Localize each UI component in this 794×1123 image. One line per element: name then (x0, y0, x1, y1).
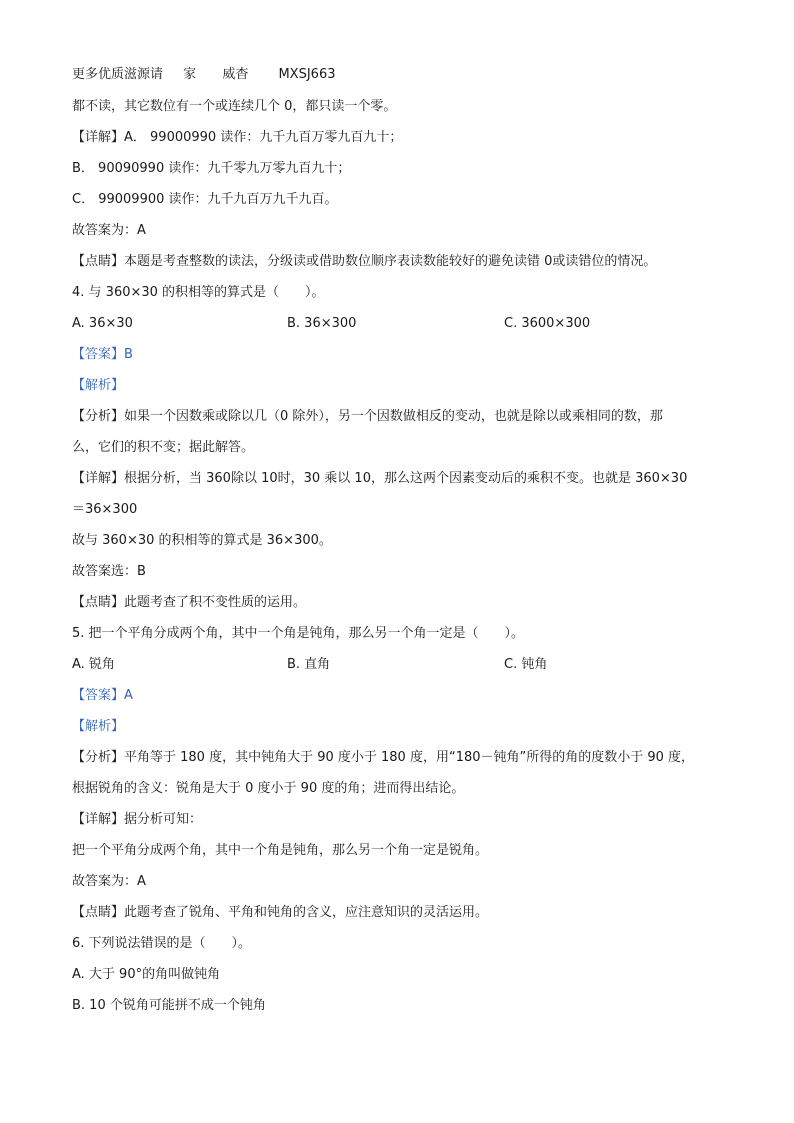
answer-tag: 【答案】A (72, 688, 133, 703)
analysis-tag: 【解析】 (72, 719, 125, 734)
option-a: A. 36×30 (72, 316, 133, 331)
detail-line: ＝36×300 (72, 502, 138, 517)
paragraph-line: 都不读，其它数位有一个或连续几个 0，都只读一个零。 (72, 99, 397, 114)
detail-line: 【详解】根据分析，当 360除以 10时，30 乘以 10，那么这两个因素变动后的乘积不变。也就是 360×30 (72, 471, 688, 486)
option-c: C. 钝角 (504, 657, 548, 672)
answer-line: 故答案选：B (72, 564, 146, 579)
detail-line: C． 99009900 读作：九千九百万九千九百。 (72, 192, 338, 207)
detail-line: 【详解】A． 99000990 读作：九千九百万零九百九十； (72, 130, 403, 145)
option-a: A. 大于 90°的角叫做钝角 (72, 967, 221, 982)
detail-line: 把一个平角分成两个角，其中一个角是钝角，那么另一个角一定是锐角。 (72, 843, 489, 858)
question-4-options (72, 315, 740, 333)
note-line: 【点睛】本题是考查整数的读法，分级读或借助数位顺序表读数能较好的避免读错 0或读错位的情况。 (72, 254, 657, 269)
detail-line: B． 90090990 读作：九千零九万零九百九十； (72, 161, 351, 176)
header-text-3: 威杳 (222, 67, 249, 82)
header-text-2: 家 (183, 67, 197, 82)
answer-tag: 【答案】B (72, 347, 133, 362)
header-text-1: 更多优质滋源请 (72, 67, 164, 82)
question-5: 5. 把一个平角分成两个角，其中一个角是钝角，那么另一个角一定是（ ）。 (72, 626, 525, 641)
question-4: 4. 与 360×30 的积相等的算式是（ ）。 (72, 285, 325, 300)
analysis-tag: 【解析】 (72, 378, 125, 393)
analysis-line: 根据锐角的含义：锐角是大于 0 度小于 90 度的角；进而得出结论。 (72, 781, 465, 796)
note-line: 【点睛】此题考查了积不变性质的运用。 (72, 595, 307, 610)
answer-line: 故答案为：A (72, 874, 146, 889)
option-b: B. 36×300 (287, 316, 357, 331)
option-a: A. 锐角 (72, 657, 115, 672)
analysis-line: 么，它们的积不变；据此解答。 (72, 440, 255, 455)
note-line: 【点睛】此题考查了锐角、平角和钝角的含义，应注意知识的灵活运用。 (72, 905, 489, 920)
question-5-options (72, 656, 740, 674)
detail-line: 故与 360×30 的积相等的算式是 36×300。 (72, 533, 332, 548)
watermark-header (72, 66, 336, 84)
answer-line: 故答案为：A (72, 223, 146, 238)
analysis-line: 【分析】平角等于 180 度，其中钝角大于 90 度小于 180 度，用“180－钝角”所得的角的度数小于 90 度， (72, 750, 695, 765)
analysis-line: 【分析】如果一个因数乘或除以几（0 除外），另一个因数做相反的变动，也就是除以或乘相同的数，那 (72, 409, 663, 424)
header-text-4: MXSJ663 (278, 67, 336, 82)
detail-line: 【详解】据分析可知： (72, 812, 203, 827)
option-b: B. 直角 (287, 657, 331, 672)
question-6: 6. 下列说法错误的是（ ）。 (72, 936, 252, 951)
option-b: B. 10 个锐角可能拼不成一个钝角 (72, 998, 266, 1013)
option-c: C. 3600×300 (504, 316, 591, 331)
